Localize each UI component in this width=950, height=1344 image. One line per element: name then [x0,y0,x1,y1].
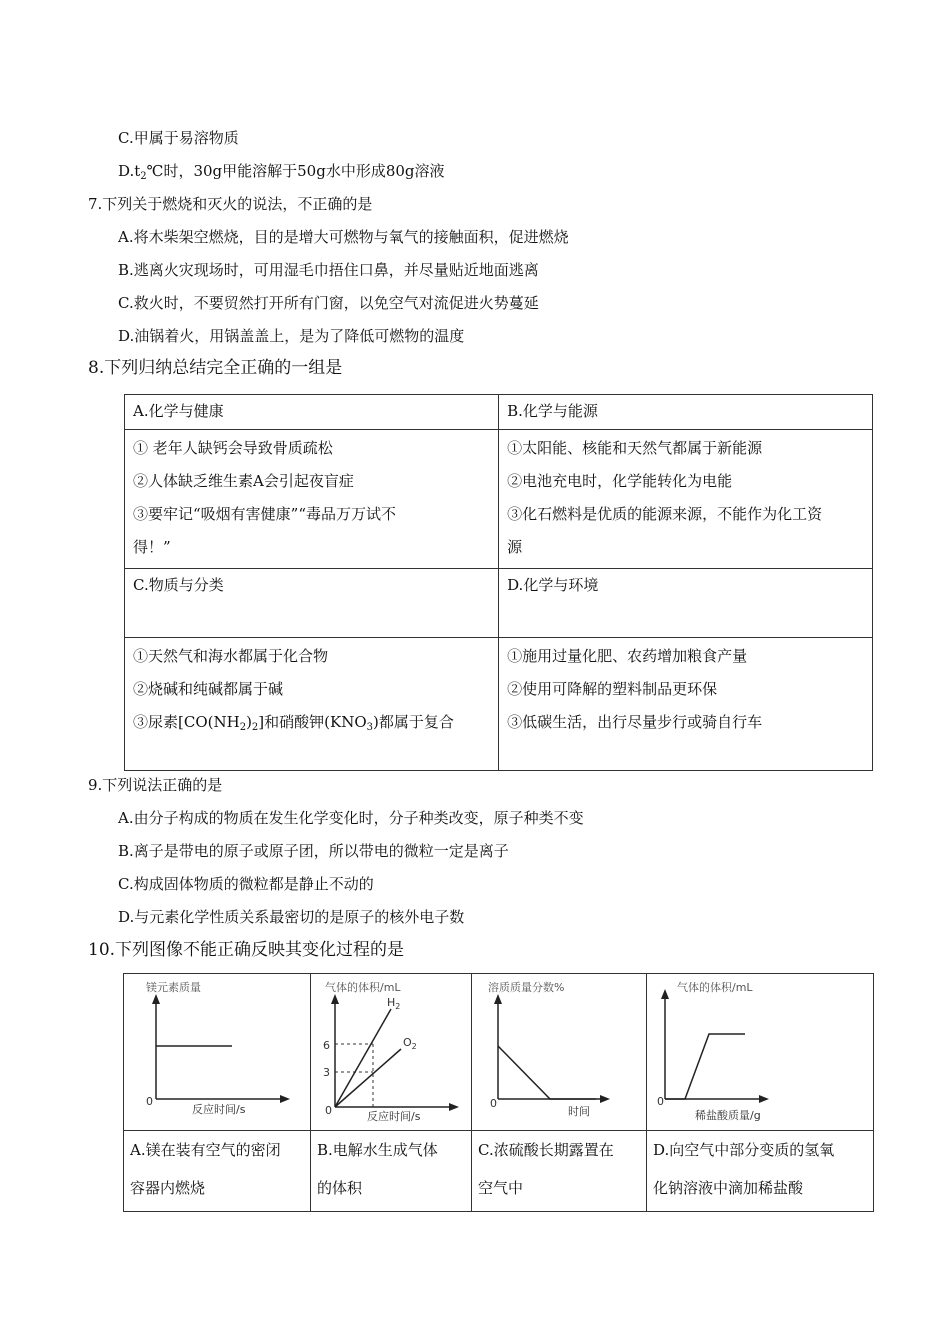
q6-d-pre: D.t [118,162,141,180]
graph-d-cell [647,974,874,1131]
q7-option-d: D.油锅着火，用锅盖盖上，是为了降低可燃物的温度 [118,327,465,345]
q8-c3-mid: ) [246,713,252,731]
graph-d-xarrow [759,1095,769,1103]
graph-b-yarrow [331,994,339,1004]
q8-c-head: C.物质与分类 [133,576,224,594]
q8-a3: ③要牢记“吸烟有害健康”“毒品万万试不 [133,505,397,523]
q8-c3-sub3: 3 [366,722,374,733]
q9-option-c: C.构成固体物质的微粒都是静止不动的 [118,875,374,893]
q8-b2: ②电池充电时，化学能转化为电能 [507,472,733,490]
graph-b-origin: 0 [325,1104,332,1117]
q7-option-a: A.将木柴架空燃烧，目的是增大可燃物与氧气的接触面积，促进燃烧 [118,228,569,246]
q8-b3b: 源 [507,538,523,556]
graph-d-yarrow [661,989,669,999]
caption-d1: D.向空气中部分变质的氢氧 [653,1141,835,1159]
graph-b-h2-label [387,996,400,1011]
graph-b-cell [311,974,472,1131]
q9-option-b: B.离子是带电的原子或原子团，所以带电的微粒一定是离子 [118,842,509,860]
q9-option-d: D.与元素化学性质关系最密切的是原子的核外电子数 [118,908,465,926]
graph-c-cell [472,974,647,1131]
graph-b-h2: H [387,996,396,1009]
graph-b-tick3: 3 [323,1066,330,1079]
q8-d-head: D.化学与环境 [507,576,599,594]
q8-b-head: B.化学与能源 [507,402,598,420]
graph-a-ylabel: 镁元素质量 [146,981,201,994]
graph-a-xarrow [280,1095,290,1103]
q6-option-c: C.甲属于易溶物质 [118,129,239,147]
caption-b-cell [311,1131,472,1212]
q8-b-head-cell [499,395,873,430]
q8-c2: ②烧碱和纯碱都属于碱 [133,680,284,698]
q10-stem: 10.下列图像不能正确反映其变化过程的是 [88,940,405,960]
q8-c1: ①天然气和海水都属于化合物 [133,647,329,665]
q8-stem: 8.下列归纳总结完全正确的一组是 [88,358,343,378]
q8-c3-post: )都属于复合 [373,713,454,731]
q8-b3: ③化石燃料是优质的能源来源，不能作为化工资 [507,505,823,523]
caption-b1: B.电解水生成气体 [317,1141,438,1159]
q7-option-c: C.救火时，不要贸然打开所有门窗，以免空气对流促进火势蔓延 [118,294,539,312]
graph-d-origin: 0 [657,1095,664,1108]
caption-a-cell [124,1131,311,1212]
q8-c3-sub2: 2 [251,722,259,733]
graph-c-xlabel: 时间 [568,1105,590,1118]
q7-stem: 7.下列关于燃烧和灭火的说法，不正确的是 [88,195,373,213]
graph-b-h2-sub: 2 [395,1002,401,1011]
graph-b-tick6: 6 [323,1039,330,1052]
graph-b [311,974,471,1126]
graph-b-o2-line [335,1049,401,1107]
q8-a-body-cell [125,430,499,569]
caption-a2: 容器内燃烧 [130,1179,206,1197]
graph-a-xlabel: 反应时间/s [192,1103,246,1116]
graph-b-o2: O [403,1036,412,1049]
graph-b-o2-label [403,1036,417,1051]
q8-b1: ①太阳能、核能和天然气都属于新能源 [507,439,763,457]
q8-d-body-cell [499,638,873,771]
q10-table [123,973,874,1212]
q8-a2: ②人体缺乏维生素A会引起夜盲症 [133,472,354,490]
graph-c [472,974,646,1126]
graph-d-ylabel: 气体的体积/mL [677,981,753,994]
graph-a-yarrow [152,994,160,1004]
graph-c-origin: 0 [490,1097,497,1110]
q8-c3 [133,706,490,739]
caption-d2: 化钠溶液中滴加稀盐酸 [653,1179,804,1197]
caption-d-cell [647,1131,874,1212]
q8-a-head-cell [125,395,499,430]
caption-b2: 的体积 [317,1179,363,1197]
q6-option-d [118,161,445,181]
q8-c3-pre: ③尿素[CO(NH [133,713,240,731]
q8-d3: ③低碳生活，出行尽量步行或骑自行车 [507,713,763,731]
caption-c2: 空气中 [478,1179,524,1197]
graph-a-cell [124,974,311,1131]
q9-option-a: A.由分子构成的物质在发生化学变化时，分子种类改变，原子种类不变 [118,809,584,827]
graph-b-xarrow [449,1103,459,1111]
graph-b-xlabel: 反应时间/s [367,1110,421,1123]
graph-c-ylabel: 溶质质量分数% [488,981,565,994]
q7-option-b: B.逃离火灾现场时，可用湿毛巾捂住口鼻，并尽量贴近地面逃离 [118,261,539,279]
q6-d-post: ℃时，30g甲能溶解于50g水中形成80g溶液 [146,162,445,180]
graph-b-ylabel: 气体的体积/mL [325,981,401,994]
graph-c-curve [498,1046,596,1099]
q8-b-body-cell [499,430,873,569]
q8-a1: ① 老年人缺钙会导致骨质疏松 [133,439,333,457]
graph-a [124,974,310,1126]
q9-stem: 9.下列说法正确的是 [88,776,223,794]
caption-a1: A.镁在装有空气的密闭 [130,1141,281,1159]
q8-table [124,394,873,771]
q8-d-head-cell [499,569,873,638]
graph-b-h2-line [335,1009,391,1107]
graph-b-o2-sub: 2 [411,1042,417,1051]
graph-c-yarrow [494,994,502,1004]
graph-d-curve [665,1034,745,1099]
graph-d-xlabel: 稀盐酸质量/g [695,1109,761,1122]
graph-c-xarrow [600,1095,610,1103]
q8-d2: ②使用可降解的塑料制品更环保 [507,680,718,698]
caption-c1: C.浓硫酸长期露置在 [478,1141,614,1159]
q8-d1: ①施用过量化肥、农药增加粮食产量 [507,647,748,665]
caption-c-cell [472,1131,647,1212]
q8-a3b: 得！” [133,538,171,556]
graph-d [647,974,873,1126]
q8-a-head: A.化学与健康 [133,402,224,420]
q8-c-head-cell [125,569,499,638]
q8-c-body-cell [125,638,499,771]
q8-c3-mid2: ]和硝酸钾(KNO [258,713,367,731]
graph-a-origin: 0 [146,1095,153,1108]
q6-d-sub: 2 [140,171,147,182]
q8-c3-sub1: 2 [239,722,247,733]
